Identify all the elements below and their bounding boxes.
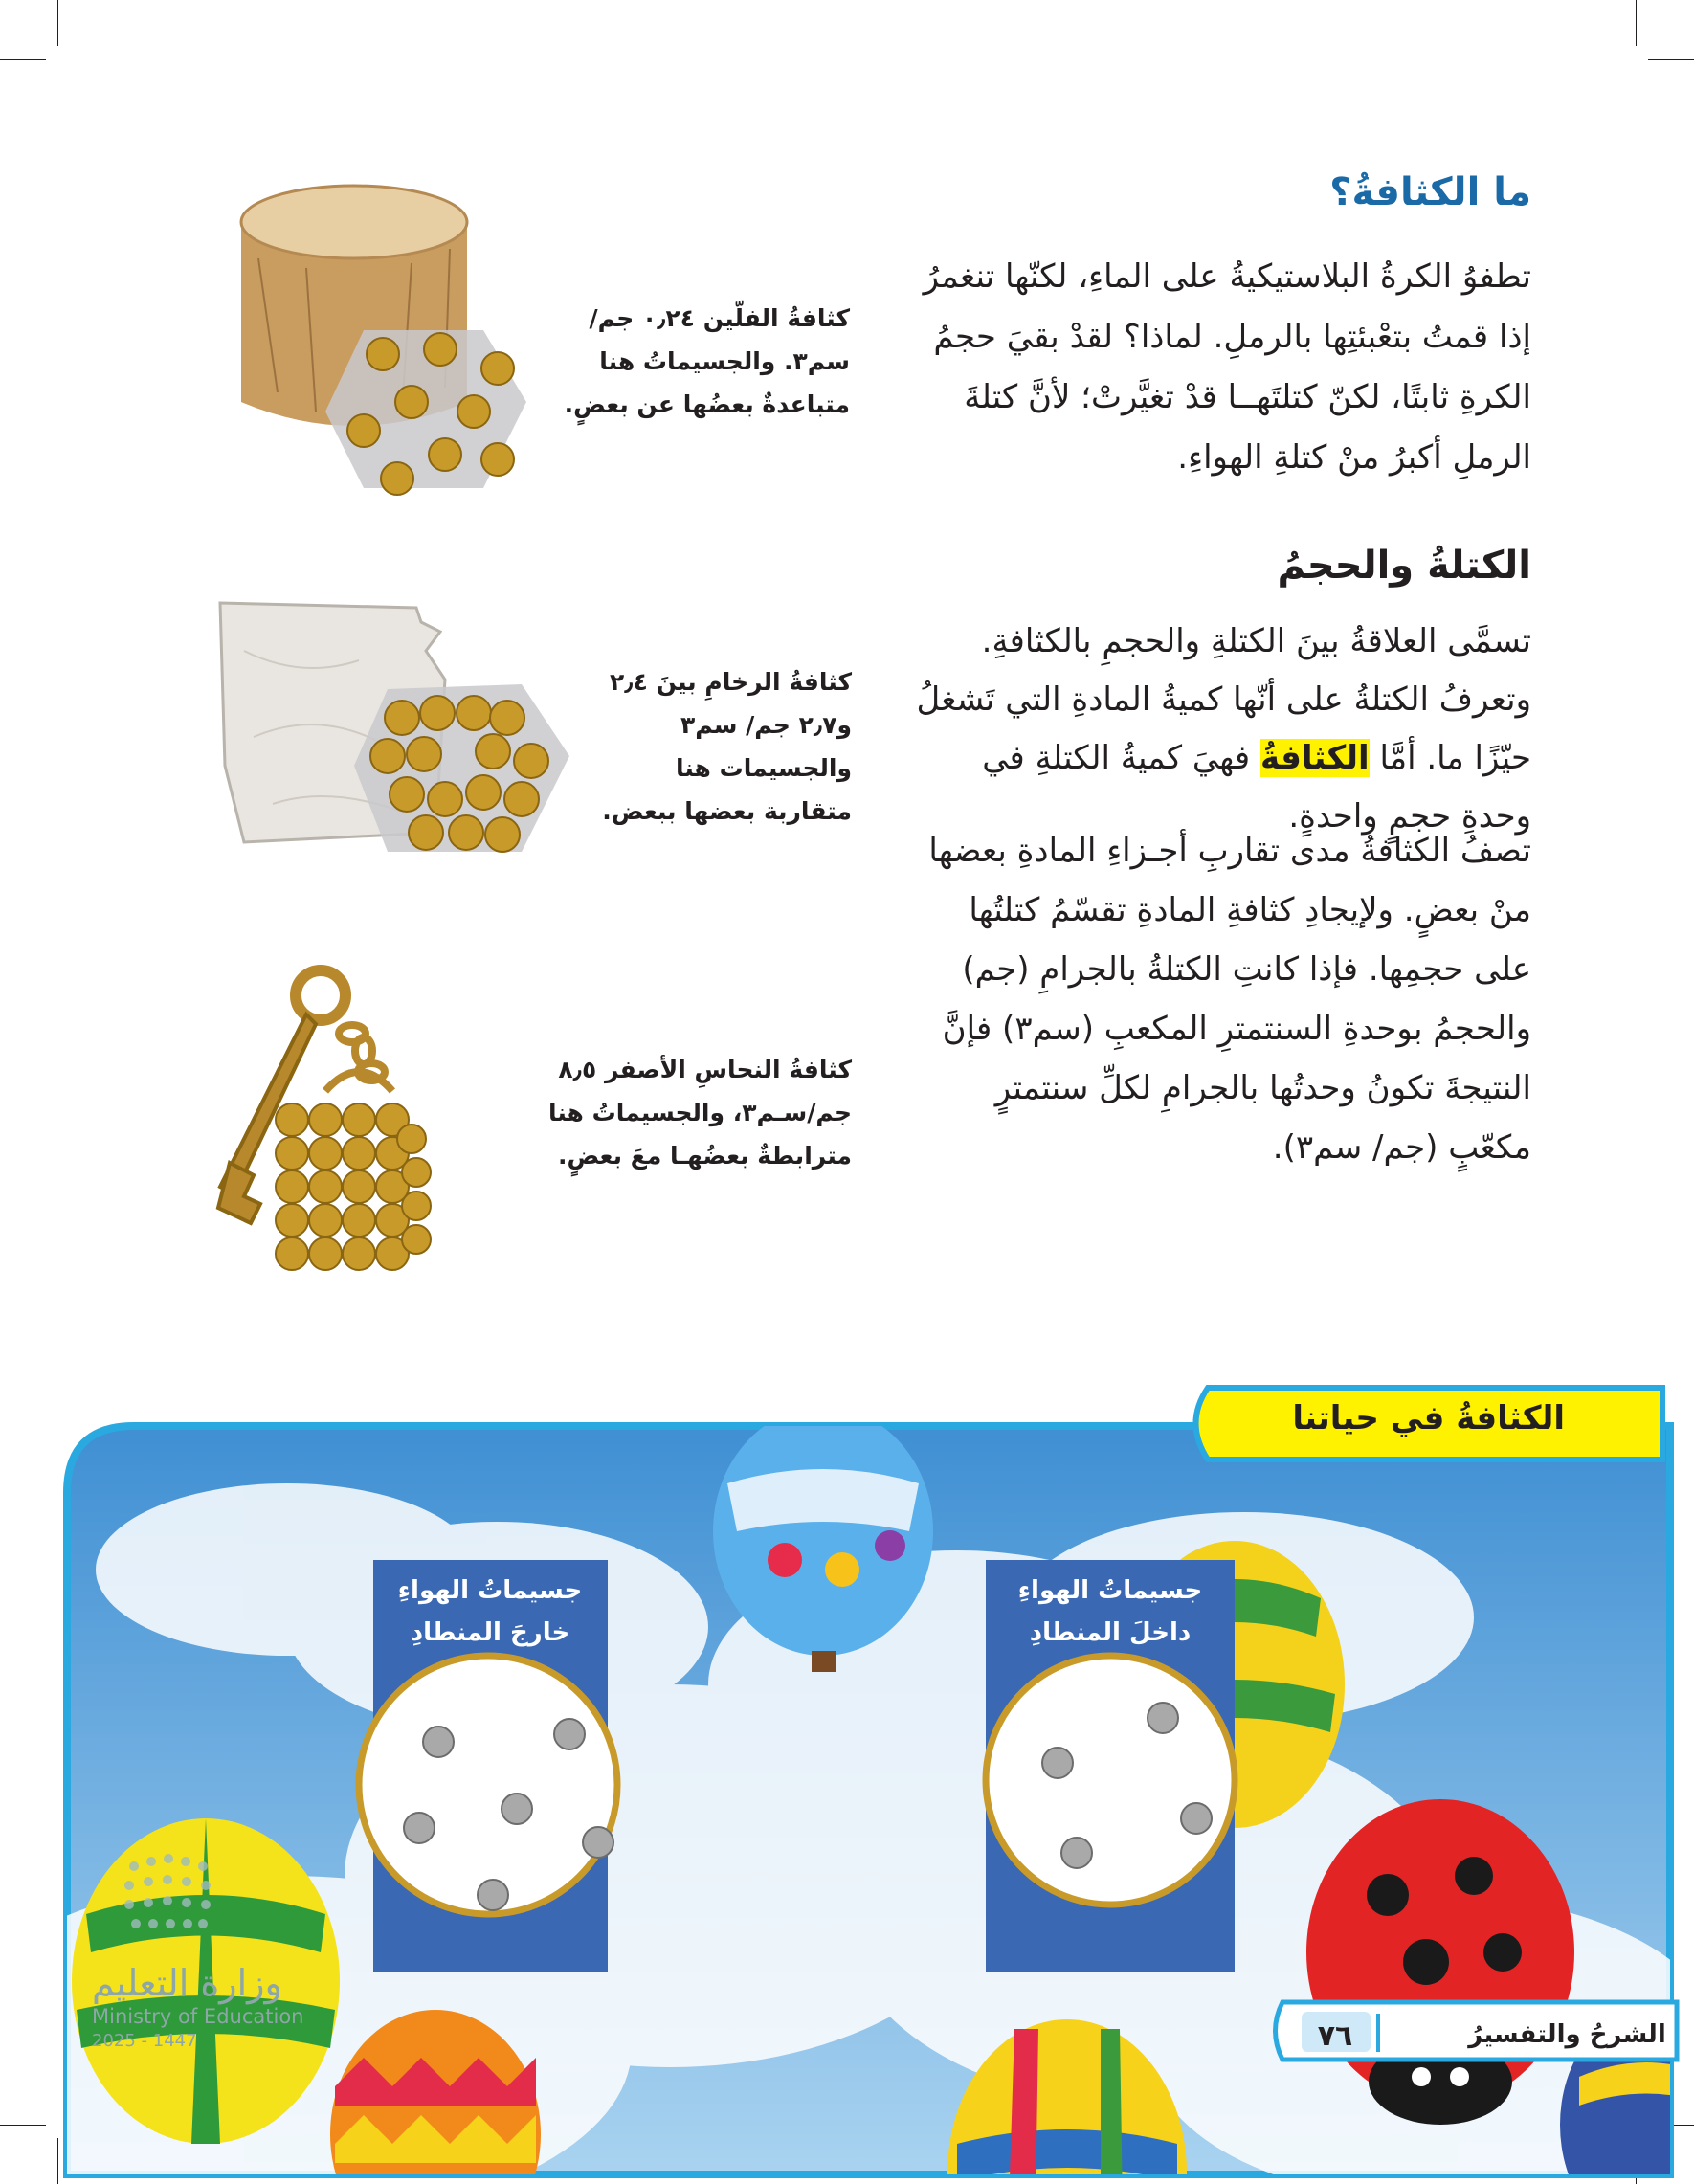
definition-paragraph	[904, 613, 1531, 846]
brass-caption: كثافةُ النحاسِ الأصفر ٨٫٥ جم/سـم٣، والجسيماتُ هنا مترابطةٌ بعضُهـا معَ بعضٍ.	[547, 1056, 852, 1170]
air-inside-line-2: داخلَ المنطادِ	[1029, 1618, 1192, 1647]
definition-text-before: تسمَّى العلاقةُ بينَ الكتلةِ والحجمِ بالكثافةِ. وتعرفُ الكتلةُ على أنّها كميةُ المادةِ التي تَشغلُ حيّزًا ما. أمَّا	[916, 622, 1531, 777]
ministry-logo-icon	[115, 1847, 220, 1952]
crop-mark	[57, 0, 58, 46]
footer-section-label: الشرحُ والتفسيرُ	[1468, 2020, 1666, 2049]
subsection-heading: الكتلةُ والحجمُ	[1277, 544, 1531, 588]
ministry-name-arabic: وزارة التعليم	[92, 1962, 282, 2004]
air-inside-line-1: جسيماتُ الهواءِ	[1017, 1576, 1203, 1605]
crop-mark	[1648, 59, 1694, 60]
marble-illustration	[215, 593, 579, 880]
ministry-year: 2025 - 1447	[92, 2031, 197, 2051]
air-outside-line-1: جسيماتُ الهواءِ	[397, 1576, 583, 1605]
balloons-panel	[0, 1378, 1694, 2184]
cork-caption: كثافةُ الفلّين ٠٫٢٤ جم/سم٣. والجسيماتُ هنا متباعدةٌ بعضُها عن بعضٍ.	[564, 304, 850, 418]
section-heading: ما الكثافةُ؟	[1329, 170, 1531, 214]
cork-illustration	[220, 172, 546, 536]
crop-mark	[0, 59, 46, 60]
intro-paragraph: تطفوُ الكرةُ البلاستيكيةُ على الماءِ، لكنّها تنغمرُ إذا قمتُ بتعْبئتِها بالرملِ. لماذا؟ لقدْ بقيَ حجمُ الكرةِ ثابتًا، لكنّ كتلتَهــا قدْ تغيَّرتْ؛ لأنَّ كتلةَ الرملِ أكبرُ منْ كتلةِ الهواءِ.	[923, 257, 1531, 477]
air-outside-label	[375, 1570, 605, 1654]
marble-caption: كثافةُ الرخامِ بينَ ٢٫٤ و٢٫٧ جم/ سم٣ والجسيمات هنا متقاربة بعضها ببعض.	[602, 668, 852, 825]
brass-key-illustration	[201, 957, 574, 1311]
life-banner-title: الكثافةُ في حياتنا	[1292, 1399, 1565, 1437]
page-number: ٧٦	[1317, 2019, 1353, 2053]
air-outside-line-2: خارجَ المنطادِ	[410, 1618, 570, 1647]
ministry-name-english: Ministry of Education	[92, 2005, 304, 2028]
crop-mark	[1636, 0, 1637, 46]
definition-text-after: فهيَ كميةُ الكتلةِ في وحدةِ حجمٍ واحدةٍ.	[982, 739, 1531, 836]
air-inside-label	[995, 1570, 1225, 1654]
density-term: الكثافةُ	[1259, 739, 1370, 777]
density-paragraph: تصفُ الكثافةُ مدى تقاربِ أجـزاءِ المادةِ بعضها منْ بعضٍ. ولإيجادِ كثافةِ المادةِ تقسّمُ كتلتُها على حجمِها. فإذا كانتِ الكتلةُ بالجرامِ (جم) والحجمُ بوحدةِ السنتمترِ المكعبِ (سم٣) فإنَّ النتيجةَ تكونُ وحدتُها بالجرامِ لكلِّ سنتمترٍ مكعّبٍ (جم/ سم٣).	[928, 832, 1531, 1167]
